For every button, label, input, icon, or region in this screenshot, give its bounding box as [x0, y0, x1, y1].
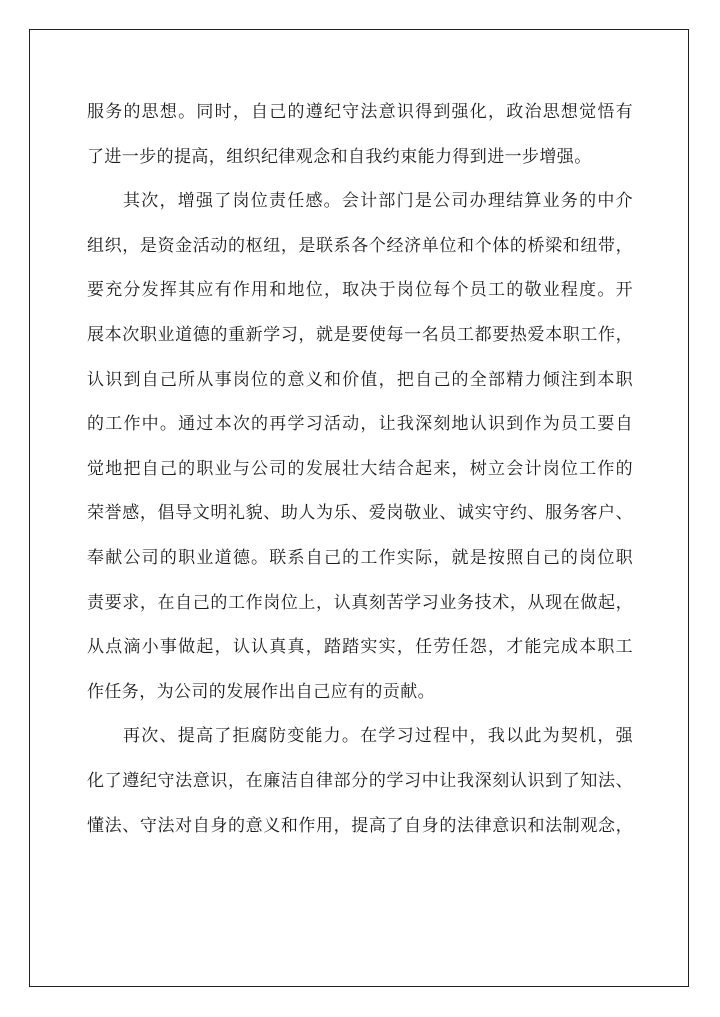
- text-line: 再次、提高了拒腐防变能力。在学习过程中，我以此为契机，强: [123, 726, 633, 747]
- text-line: 要充分发挥其应有作用和地位，取决于岗位每个员工的敬业程度。开: [87, 280, 633, 301]
- text-line: 作任务，为公司的发展作出自己应有的贡献。: [87, 681, 435, 702]
- text-line: 懂法、守法对自身的意义和作用，提高了自身的法律意识和法制观念，: [87, 815, 633, 836]
- text-line: 服务的思想。同时，自己的遵纪守法意识得到强化，政治思想觉悟有: [87, 102, 633, 122]
- text-line: 组织，是资金活动的枢纽，是联系各个经济单位和个体的桥梁和纽带，: [87, 235, 633, 256]
- document-body: [87, 96, 633, 854]
- text-line: 了进一步的提高，组织纪律观念和自我约束能力得到进一步增强。: [87, 146, 592, 167]
- text-line: 化了遵纪守法意识，在廉洁自律部分的学习中让我深刻认识到了知法、: [87, 770, 633, 791]
- text-line: 展本次职业道德的重新学习，就是要使每一名员工都要热爱本职工作，: [87, 324, 633, 345]
- text-line: 其次，增强了岗位责任感。会计部门是公司办理结算业务的中介: [123, 191, 633, 212]
- text-line: 责要求，在自己的工作岗位上，认真刻苦学习业务技术，从现在做起，: [87, 592, 633, 613]
- text-line: 觉地把自己的职业与公司的发展壮大结合起来，树立会计岗位工作的: [87, 458, 633, 479]
- text-line: 奉献公司的职业道德。联系自己的工作实际，就是按照自己的岗位职: [87, 547, 633, 568]
- text-line: 的工作中。通过本次的再学习活动，让我深刻地认识到作为员工要自: [87, 414, 633, 435]
- text-line: 荣誉感，倡导文明礼貌、助人为乐、爱岗敬业、诚实守约、服务客户、: [87, 503, 633, 524]
- text-line: 从点滴小事做起，认认真真，踏踏实实，任劳任怨，才能完成本职工: [87, 637, 633, 658]
- text-line: 认识到自己所从事岗位的意义和价值，把自己的全部精力倾注到本职: [87, 369, 633, 390]
